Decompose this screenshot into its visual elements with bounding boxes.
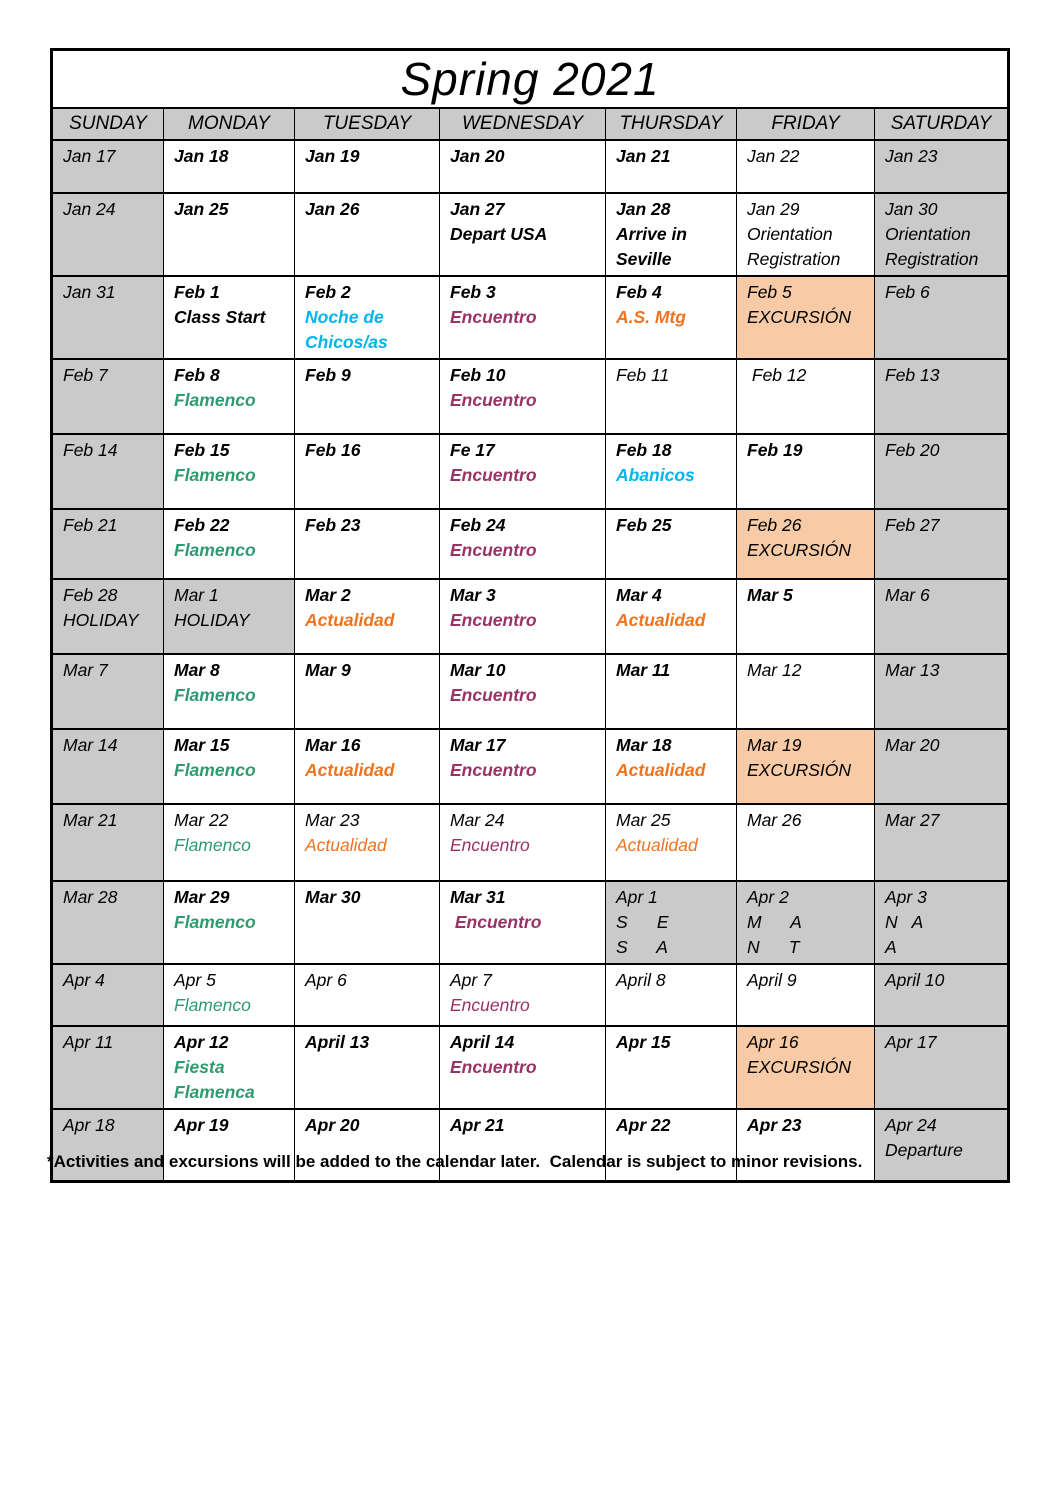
cell-mar-10: [440, 654, 606, 729]
cell-mar-4: [606, 579, 737, 654]
cell-date: Apr 7: [450, 970, 492, 990]
cell-event: Flamenco: [174, 912, 256, 932]
cell-event: Registration: [747, 249, 841, 269]
cell-date: Jan 24: [63, 199, 116, 219]
cell-date: Mar 20: [885, 735, 940, 755]
cell-feb-1: [164, 276, 295, 359]
cell-mar-23: [295, 804, 440, 881]
week-row-6: [52, 509, 1009, 579]
cell-date: Feb 10: [450, 365, 506, 385]
cell-april-10: [875, 964, 1009, 1026]
cell-date: April 9: [747, 970, 797, 990]
cell-date: Apr 19: [174, 1115, 229, 1135]
cell-event: Flamenco: [174, 760, 256, 780]
cell-date: Jan 28: [616, 199, 671, 219]
cell-date: Feb 12: [747, 365, 807, 385]
cell-mar-30: [295, 881, 440, 964]
cell-mar-25: [606, 804, 737, 881]
cell-date: Apr 2: [747, 887, 789, 907]
cell-feb-16: [295, 434, 440, 509]
cell-date: Mar 26: [747, 810, 802, 830]
cell-event: EXCURSIÓN: [747, 760, 852, 780]
cell-event: Seville: [616, 249, 672, 269]
cell-date: Mar 15: [174, 735, 230, 755]
cell-mar-1: [164, 579, 295, 654]
cell-date: Apr 6: [305, 970, 347, 990]
cell-date: Jan 31: [63, 282, 116, 302]
cell-apr-16: [737, 1026, 875, 1109]
cell-fe-17: [440, 434, 606, 509]
cell-apr-3: [875, 881, 1009, 964]
cell-apr-6: [295, 964, 440, 1026]
cell-date: Mar 29: [174, 887, 230, 907]
cell-date: Feb 4: [616, 282, 662, 302]
cell-mar-15: [164, 729, 295, 804]
cell-event: Abanicos: [616, 465, 695, 485]
cell-date: Mar 2: [305, 585, 351, 605]
cell-mar-27: [875, 804, 1009, 881]
cell-apr-24: [875, 1109, 1009, 1181]
cell-feb-9: [295, 359, 440, 434]
cell-event: Actualidad: [616, 835, 698, 855]
cell-feb-20: [875, 434, 1009, 509]
cell-event: Actualidad: [616, 610, 706, 630]
week-row-2: [52, 193, 1009, 276]
cell-event: EXCURSIÓN: [747, 307, 852, 327]
cell-date: Mar 9: [305, 660, 351, 680]
week-row-7: [52, 579, 1009, 654]
cell-feb-21: [52, 509, 164, 579]
cell-apr-5: [164, 964, 295, 1026]
cell-event: Actualidad: [616, 760, 706, 780]
calendar-table: [50, 48, 1010, 1183]
cell-april-14: [440, 1026, 606, 1109]
cell-mar-6: [875, 579, 1009, 654]
cell-date: Apr 21: [450, 1115, 505, 1135]
cell-event: Flamenco: [174, 540, 256, 560]
cell-mar-13: [875, 654, 1009, 729]
cell-apr-11: [52, 1026, 164, 1109]
cell-event: Encuentro: [450, 760, 537, 780]
cell-event: Orientation: [747, 224, 833, 244]
cell-date: Feb 5: [747, 282, 792, 302]
cell-event: Encuentro: [450, 835, 530, 855]
cell-event: Flamenco: [174, 390, 256, 410]
cell-jan-17: [52, 140, 164, 193]
cell-date: April 8: [616, 970, 666, 990]
cell-mar-24: [440, 804, 606, 881]
cell-date: Feb 15: [174, 440, 230, 460]
cell-mar-17: [440, 729, 606, 804]
cell-date: Mar 21: [63, 810, 118, 830]
cell-date: Jan 26: [305, 199, 360, 219]
cell-feb-27: [875, 509, 1009, 579]
cell-date: Mar 23: [305, 810, 360, 830]
cell-feb-3: [440, 276, 606, 359]
cell-mar-28: [52, 881, 164, 964]
cell-date: April 10: [885, 970, 945, 990]
cell-date: Jan 18: [174, 146, 229, 166]
calendar-title: Spring 2021: [52, 50, 1009, 109]
cell-event: Flamenco: [174, 995, 251, 1015]
cell-date: Mar 11: [616, 660, 671, 680]
cell-event: Encuentro: [450, 540, 537, 560]
cell-event: Orientation: [885, 224, 971, 244]
cell-date: Feb 28: [63, 585, 118, 605]
calendar-weeks: [52, 140, 1009, 1181]
cell-april-13: [295, 1026, 440, 1109]
cell-date: Apr 4: [63, 970, 105, 990]
week-row-8: [52, 654, 1009, 729]
cell-date: Feb 20: [885, 440, 940, 460]
cell-feb-6: [875, 276, 1009, 359]
cell-event: Encuentro: [450, 307, 537, 327]
cell-jan-24: [52, 193, 164, 276]
cell-date: Mar 24: [450, 810, 505, 830]
cell-mar-7: [52, 654, 164, 729]
cell-date: Feb 21: [63, 515, 118, 535]
cell-event: EXCURSIÓN: [747, 540, 852, 560]
day-header-saturday: SATURDAY: [875, 108, 1009, 140]
cell-date: Apr 3: [885, 887, 927, 907]
cell-date: Mar 8: [174, 660, 220, 680]
cell-event: Depart USA: [450, 224, 548, 244]
cell-date: Mar 30: [305, 887, 361, 907]
cell-mar-12: [737, 654, 875, 729]
cell-date: Feb 6: [885, 282, 930, 302]
cell-mar-18: [606, 729, 737, 804]
cell-date: Jan 22: [747, 146, 800, 166]
cell-date: Feb 19: [747, 440, 803, 460]
cell-event: Flamenco: [174, 835, 251, 855]
cell-date: Feb 25: [616, 515, 672, 535]
cell-event: A: [885, 937, 897, 957]
cell-event: N A: [885, 912, 924, 932]
cell-feb-12: [737, 359, 875, 434]
cell-jan-31: [52, 276, 164, 359]
cell-jan-25: [164, 193, 295, 276]
cell-date: Mar 27: [885, 810, 940, 830]
cell-apr-4: [52, 964, 164, 1026]
cell-event: Encuentro: [450, 465, 537, 485]
cell-mar-5: [737, 579, 875, 654]
cell-date: Apr 18: [63, 1115, 115, 1135]
cell-apr-1: [606, 881, 737, 964]
cell-jan-23: [875, 140, 1009, 193]
cell-mar-2: [295, 579, 440, 654]
cell-date: Feb 27: [885, 515, 940, 535]
cell-date: Feb 18: [616, 440, 672, 460]
cell-date: Feb 24: [450, 515, 506, 535]
cell-apr-12: [164, 1026, 295, 1109]
cell-event: A.S. Mtg: [616, 307, 686, 327]
cell-event: HOLIDAY: [174, 610, 250, 630]
cell-event: Flamenca: [174, 1082, 255, 1102]
cell-event: S E: [616, 912, 669, 932]
cell-mar-22: [164, 804, 295, 881]
cell-feb-28: [52, 579, 164, 654]
cell-feb-22: [164, 509, 295, 579]
cell-date: Feb 7: [63, 365, 108, 385]
cell-apr-17: [875, 1026, 1009, 1109]
cell-event: Encuentro: [450, 610, 537, 630]
cell-date: Jan 23: [885, 146, 938, 166]
cell-feb-26: [737, 509, 875, 579]
cell-date: Apr 22: [616, 1115, 671, 1135]
cell-date: Jan 25: [174, 199, 229, 219]
cell-mar-29: [164, 881, 295, 964]
cell-date: Feb 3: [450, 282, 496, 302]
week-row-11: [52, 881, 1009, 964]
cell-event: Actualidad: [305, 610, 395, 630]
cell-date: Jan 21: [616, 146, 671, 166]
cell-date: Mar 7: [63, 660, 108, 680]
cell-date: Apr 5: [174, 970, 216, 990]
cell-feb-15: [164, 434, 295, 509]
cell-event: Flamenco: [174, 685, 256, 705]
cell-date: Mar 6: [885, 585, 930, 605]
cell-date: Apr 16: [747, 1032, 799, 1052]
cell-date: Mar 25: [616, 810, 671, 830]
title-row: [52, 50, 1009, 109]
day-header-thursday: THURSDAY: [606, 108, 737, 140]
cell-date: Jan 30: [885, 199, 938, 219]
day-header-sunday: SUNDAY: [52, 108, 164, 140]
week-row-5: [52, 434, 1009, 509]
cell-feb-24: [440, 509, 606, 579]
day-header-friday: FRIDAY: [737, 108, 875, 140]
cell-date: Mar 16: [305, 735, 361, 755]
cell-date: Feb 26: [747, 515, 802, 535]
cell-event: Encuentro: [450, 390, 537, 410]
cell-mar-3: [440, 579, 606, 654]
cell-event: Encuentro: [450, 912, 542, 932]
cell-event: HOLIDAY: [63, 610, 139, 630]
cell-date: Apr 1: [616, 887, 658, 907]
cell-mar-31: [440, 881, 606, 964]
cell-feb-11: [606, 359, 737, 434]
cell-date: Feb 13: [885, 365, 940, 385]
cell-date: Feb 9: [305, 365, 351, 385]
week-row-10: [52, 804, 1009, 881]
cell-event: EXCURSIÓN: [747, 1057, 852, 1077]
cell-date: Apr 23: [747, 1115, 802, 1135]
cell-date: April 13: [305, 1032, 370, 1052]
cell-apr-15: [606, 1026, 737, 1109]
cell-event: Noche de: [305, 307, 384, 327]
cell-feb-23: [295, 509, 440, 579]
cell-jan-26: [295, 193, 440, 276]
cell-date: Feb 2: [305, 282, 351, 302]
cell-date: Mar 28: [63, 887, 118, 907]
cell-feb-4: [606, 276, 737, 359]
cell-event: Encuentro: [450, 995, 530, 1015]
cell-mar-14: [52, 729, 164, 804]
cell-jan-27: [440, 193, 606, 276]
cell-mar-26: [737, 804, 875, 881]
cell-date: Apr 24: [885, 1115, 937, 1135]
cell-mar-9: [295, 654, 440, 729]
cell-event: Fiesta: [174, 1057, 225, 1077]
cell-date: Feb 16: [305, 440, 361, 460]
cell-mar-11: [606, 654, 737, 729]
cell-event: Actualidad: [305, 835, 387, 855]
cell-feb-14: [52, 434, 164, 509]
cell-feb-10: [440, 359, 606, 434]
cell-date: Mar 14: [63, 735, 118, 755]
cell-date: Mar 17: [450, 735, 506, 755]
cell-jan-18: [164, 140, 295, 193]
cell-mar-19: [737, 729, 875, 804]
cell-date: Mar 19: [747, 735, 802, 755]
cell-date: Mar 22: [174, 810, 229, 830]
cell-date: Feb 1: [174, 282, 220, 302]
cell-date: Mar 4: [616, 585, 662, 605]
week-row-9: [52, 729, 1009, 804]
cell-date: Apr 17: [885, 1032, 937, 1052]
cell-date: Mar 5: [747, 585, 793, 605]
cell-apr-2: [737, 881, 875, 964]
week-row-13: [52, 1026, 1009, 1109]
cell-event: Arrive in: [616, 224, 687, 244]
cell-mar-21: [52, 804, 164, 881]
cell-date: Mar 13: [885, 660, 940, 680]
cell-date: Feb 22: [174, 515, 230, 535]
cell-apr-7: [440, 964, 606, 1026]
cell-date: Jan 17: [63, 146, 116, 166]
cell-feb-5: [737, 276, 875, 359]
cell-april-9: [737, 964, 875, 1026]
cell-april-8: [606, 964, 737, 1026]
cell-jan-29: [737, 193, 875, 276]
cell-event: M A: [747, 912, 802, 932]
cell-jan-22: [737, 140, 875, 193]
cell-date: Jan 27: [450, 199, 505, 219]
cell-date: Jan 29: [747, 199, 800, 219]
cell-date: Feb 11: [616, 365, 670, 385]
cell-event: Flamenco: [174, 465, 256, 485]
week-row-3: [52, 276, 1009, 359]
week-row-1: [52, 140, 1009, 193]
cell-event: Class Start: [174, 307, 266, 327]
cell-date: Apr 11: [63, 1032, 114, 1052]
day-header-monday: MONDAY: [164, 108, 295, 140]
day-header-row: [52, 108, 1009, 140]
cell-date: Mar 12: [747, 660, 802, 680]
cell-feb-19: [737, 434, 875, 509]
cell-date: Feb 23: [305, 515, 361, 535]
cell-event: Departure: [885, 1140, 963, 1160]
cell-feb-13: [875, 359, 1009, 434]
cell-jan-21: [606, 140, 737, 193]
cell-event: Registration: [885, 249, 979, 269]
week-row-4: [52, 359, 1009, 434]
cell-date: Mar 18: [616, 735, 672, 755]
cell-date: Apr 15: [616, 1032, 671, 1052]
day-header-tuesday: TUESDAY: [295, 108, 440, 140]
cell-date: Feb 8: [174, 365, 220, 385]
cell-event: Encuentro: [450, 685, 537, 705]
cell-feb-25: [606, 509, 737, 579]
cell-feb-8: [164, 359, 295, 434]
cell-date: Mar 1: [174, 585, 219, 605]
cell-date: Jan 19: [305, 146, 360, 166]
cell-feb-18: [606, 434, 737, 509]
cell-mar-16: [295, 729, 440, 804]
cell-date: Mar 10: [450, 660, 506, 680]
cell-event: Actualidad: [305, 760, 395, 780]
cell-jan-28: [606, 193, 737, 276]
cell-date: Jan 20: [450, 146, 505, 166]
cell-jan-30: [875, 193, 1009, 276]
cell-event: Encuentro: [450, 1057, 537, 1077]
cell-date: April 14: [450, 1032, 515, 1052]
cell-event: S A: [616, 937, 668, 957]
cell-date: Apr 12: [174, 1032, 229, 1052]
day-header-wednesday: WEDNESDAY: [440, 108, 606, 140]
cell-date: Feb 14: [63, 440, 118, 460]
cell-date: Apr 20: [305, 1115, 360, 1135]
cell-mar-20: [875, 729, 1009, 804]
cell-date: Mar 3: [450, 585, 496, 605]
cell-jan-19: [295, 140, 440, 193]
cell-mar-8: [164, 654, 295, 729]
cell-event: N T: [747, 937, 800, 957]
cell-feb-2: [295, 276, 440, 359]
cell-jan-20: [440, 140, 606, 193]
footnote: *Activities and excursions will be added to the calendar later. Calendar is subject to minor revisions.: [47, 1152, 863, 1171]
cell-date: Mar 31: [450, 887, 506, 907]
week-row-12: [52, 964, 1009, 1026]
cell-event: Chicos/as: [305, 332, 388, 352]
cell-feb-7: [52, 359, 164, 434]
cell-date: Fe 17: [450, 440, 495, 460]
